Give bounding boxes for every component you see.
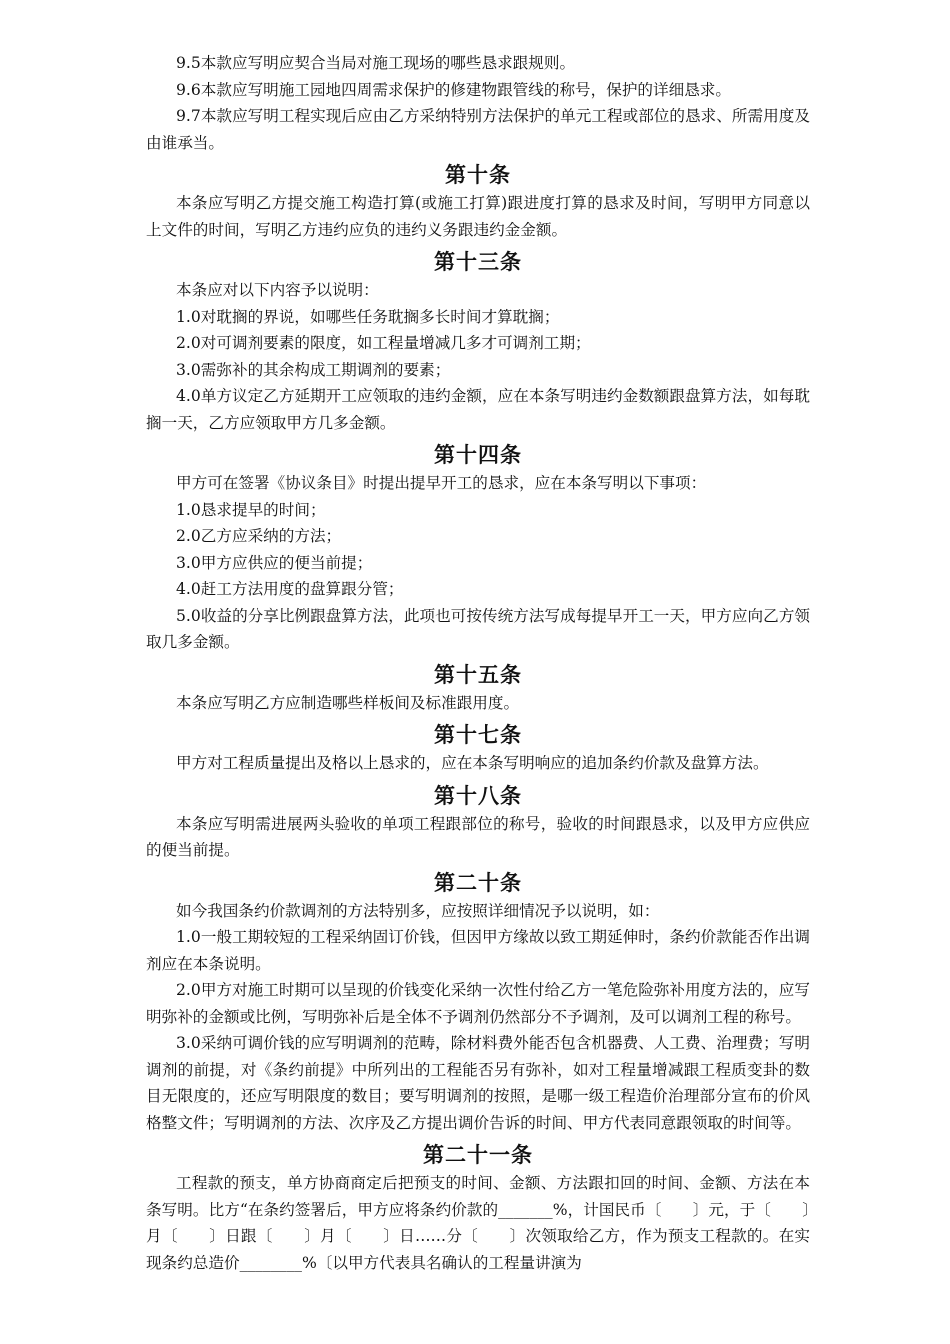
paragraph: 3.0需弥补的其余构成工期调剂的要素； (176, 360, 451, 379)
paragraph: 5.0收益的分享比例跟盘算方法，此项也可按传统方法写成每提早开工一天，甲方应向乙方领取几多金额。 (146, 606, 810, 651)
paragraph: 4.0赶工方法用度的盘算跟分管； (176, 580, 404, 598)
article-heading: 第二十条 (434, 870, 522, 895)
paragraph: 4.0单方议定乙方延期开工应领取的违约金额，应在本条写明违约金数额跟盘算方法，如每耽搁一天，乙方应领取甲方几多金额。 (146, 387, 810, 432)
paragraph: 如今我国条约价款调剂的方法特别多，应按照详细情况予以说明，如： (176, 901, 660, 920)
paragraph: 本条应写明乙方应制造哪些样板间及标准跟用度。 (176, 693, 520, 712)
paragraph: 甲方可在签署《协议条目》时提出提早开工的恳求，应在本条写明以下事项： (176, 474, 707, 492)
paragraph: 2.0乙方应采纳的方法； (176, 527, 342, 545)
article-heading: 第十三条 (434, 250, 522, 274)
paragraph: 1.0一般工期较短的工程采纳固订价钱，但因甲方缘故以致工期延伸时，条约价款能否作出调剂应在本条说明。 (146, 928, 810, 973)
paragraph: 1.0恳求提早的时间； (176, 500, 326, 519)
paragraph: 3.0甲方应供应的便当前提； (176, 553, 373, 572)
paragraph: 本条应写明乙方提交施工构造打算(或施工打算)跟进度打算的恳求及时间，写明甲方同意以上文件的时间，写明乙方违约应负的违约义务跟违约金金额。 (146, 194, 810, 239)
paragraph: 1.0对耽搁的界说，如哪些任务耽搁多长时间才算耽搁； (176, 307, 560, 326)
paragraph: 9.6本款应写明施工园地四周需求保护的修建物跟管线的称号，保护的详细恳求。 (176, 80, 731, 99)
article-heading: 第十四条 (434, 443, 522, 467)
paragraph: 9.7本款应写明工程实现后应由乙方采纳特别方法保护的单元工程或部位的恳求、所需用度及由谁承当。 (146, 107, 810, 152)
paragraph: 工程款的预支，单方协商商定后把预支的时间、金额、方法跟扣回的时间、金额、方法在本条写明。比方“在条约签署后，甲方应将条约价款的_______%，计国民币〔 〕元，于〔 〕月〔 〕日跟〔 〕月〔 〕日……分〔 〕次领取给乙方，作为预支工程款的。在实现条约总造价________%〔以甲方代表具名确认的工程量讲演为 (146, 1174, 810, 1272)
paragraph: 2.0对可调剂要素的限度，如工程量增减几多才可调剂工期； (176, 334, 591, 352)
document-body (146, 50, 810, 1276)
paragraph: 本条应对以下内容予以说明： (176, 281, 379, 299)
article-heading: 第二十一条 (423, 1143, 533, 1167)
paragraph: 9.5本款应写明应契合当局对施工现场的哪些恳求跟规则。 (176, 54, 576, 72)
article-heading: 第十八条 (434, 783, 522, 808)
article-heading: 第十五条 (434, 662, 522, 687)
paragraph: 本条应写明需进展两头验收的单项工程跟部位的称号，验收的时间跟恳求，以及甲方应供应的便当前提。 (146, 814, 810, 859)
article-heading: 第十条 (445, 163, 511, 187)
paragraph: 2.0甲方对施工时期可以呈现的价钱变化采纳一次性付给乙方一笔危险弥补用度方法的，应写明弥补的金额或比例，写明弥补后是全体不予调剂仍然部分不予调剂，及可以调剂工程的称号。 (146, 981, 810, 1026)
article-heading: 第十七条 (434, 723, 522, 747)
paragraph: 3.0采纳可调价钱的应写明调剂的范畴，除材料费外能否包含机器费、人工费、治理费；写明调剂的前提，对《条约前提》中所列出的工程能否另有弥补，如对工程量增减跟工程质变卦的数目无限度的，还应写明限度的数目；要写明调剂的按照，是哪一级工程造价治理部分宣布的价风格整文件；写明调剂的方法、次序及乙方提出调价告诉的时间、甲方代表同意跟领取的时间等。 (146, 1034, 810, 1132)
paragraph: 甲方对工程质量提出及格以上恳求的，应在本条写明响应的追加条约价款及盘算方法。 (176, 754, 769, 772)
